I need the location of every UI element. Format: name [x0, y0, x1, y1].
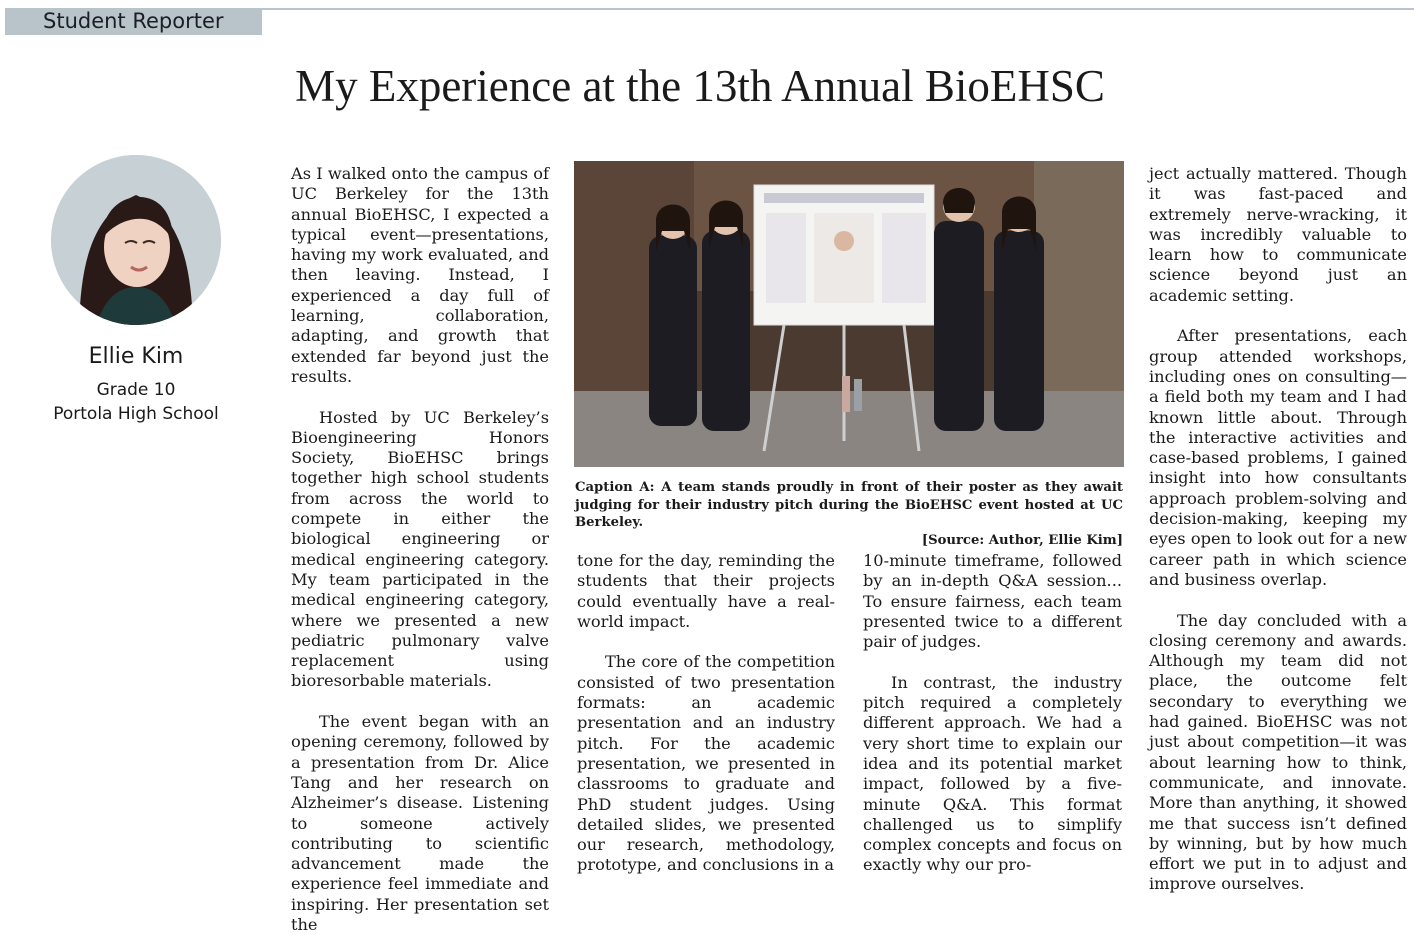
author-avatar — [51, 155, 221, 325]
article-column-1 — [291, 164, 549, 935]
section-label: Student Reporter — [5, 8, 262, 35]
caption-source: [Source: Author, Ellie Kim] — [921, 532, 1123, 548]
paragraph: The core of the competition consisted of two presentation formats: an academic presentation and an industry pitch. For the academic presentation, we presented in classrooms to graduate and PhD student judges. Using detailed slides, we presented our research, methodology, prototype, and conclusions in a — [577, 652, 835, 875]
paragraph: In contrast, the industry pitch required a completely different approach. We had a very short time to explain our idea and its potential market impact, followed by a five-minute Q&A. This format challenged us to simplify complex concepts and focus on exactly why our pro- — [863, 672, 1122, 875]
header-rule — [262, 8, 1414, 10]
author-grade: Grade 10 — [96, 380, 176, 400]
paragraph: As I walked onto the campus of UC Berkeley for the 13th annual BioEHSC, I expected a typical event—presentations, having my work evaluated, and then leaving. Instead, I experienced a day full of learning, collaboration, adapting, and growth that extended far beyond just the results. — [291, 164, 549, 386]
team-poster-photo — [574, 161, 1124, 467]
photo-caption — [575, 479, 1123, 549]
article-column-3 — [863, 551, 1122, 876]
paragraph: The day concluded with a closing ceremony and awards. Although my team did not place, the outcome felt secondary to everything we had gained. BioEHSC was not just about competition—it was about learning how to think, communicate, and innovate. More than anything, it showed me that success isn’t defined by winning, but by how much effort we put in to adjust and improve ourselves. — [1149, 610, 1407, 894]
article-headline: My Experience at the 13th Annual BioEHSC — [295, 61, 1105, 111]
paragraph: tone for the day, reminding the students that their projects could eventually have a real-world impact. — [577, 551, 835, 631]
paragraph: ject actually mattered. Though it was fast-paced and extremely nerve-wracking, it was incredibly valuable to learn how to communicate science beyond just an academic setting. — [1149, 164, 1407, 305]
paragraph: After presentations, each group attended workshops, including ones on consulting—a field both my team and I had known little about. Through the interactive activities and case-based problems, I gained insight into how consultants approach problem-solving and decision-making, keeping my eyes open to look out for a new career path in which science and business overlap. — [1149, 326, 1407, 589]
article-column-2 — [577, 551, 835, 876]
author-name: Ellie Kim — [88, 344, 184, 369]
paragraph: The event began with an opening ceremony, followed by a presentation from Dr. Alice Tang and her research on Alzheimer’s disease. Listening to someone actively contributing to scientific advancement made the experience feel immediate and inspiring. Her presentation set the — [291, 712, 549, 934]
paragraph: 10-minute timeframe, followed by an in-depth Q&A session... To ensure fairness, each team presented twice to a different pair of judges. — [863, 551, 1122, 652]
paragraph: Hosted by UC Berkeley’s Bioengineering Honors Society, BioEHSC brings together high school students from across the world to compete in either the biological engineering or medical engineering category. My team participated in the medical engineering category, where we presented a new pediatric pulmonary valve replacement using bioresorbable materials. — [291, 407, 549, 691]
article-column-4 — [1149, 164, 1407, 895]
author-school: Portola High School — [53, 404, 219, 424]
caption-text: Caption A: A team stands proudly in front of their poster as they await judging for their industry pitch during the BioEHSC event hosted at UC Berkeley. — [575, 480, 1123, 530]
